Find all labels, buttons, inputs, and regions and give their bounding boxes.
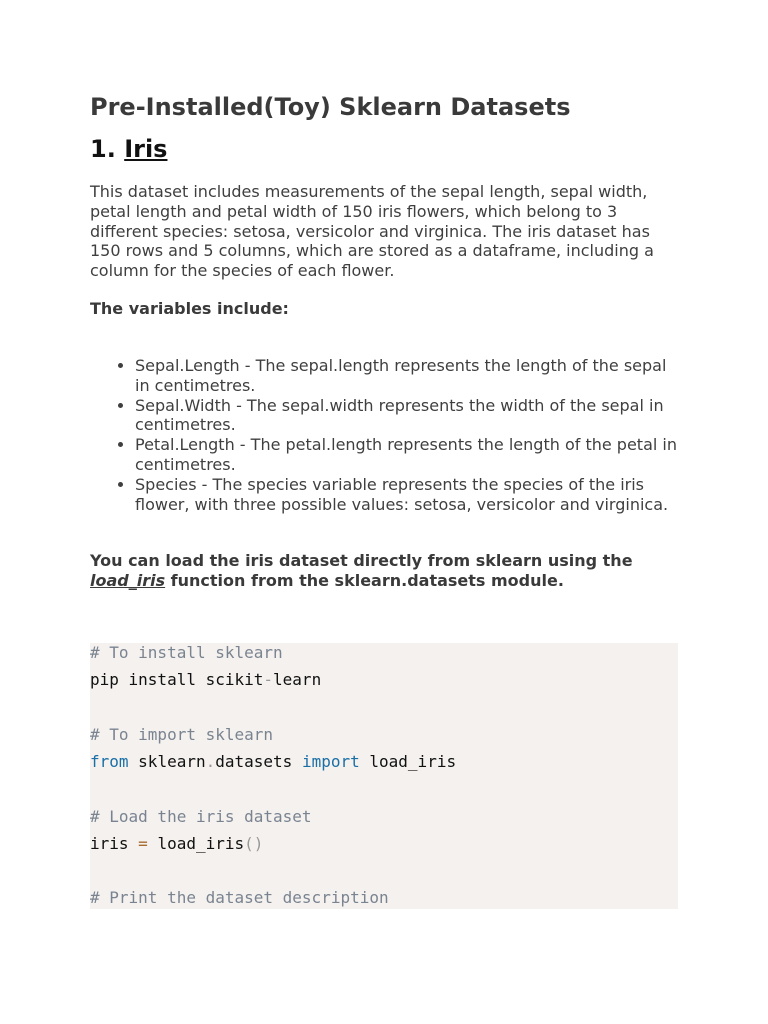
list-item: • Sepal.Length - The sepal.length represents the length of the sepal in centimetres. bbox=[135, 356, 680, 396]
list-item: • Species - The species variable represents the species of the iris flower, with three possible values: setosa, versicolor and virginica. bbox=[135, 475, 680, 515]
section-number: 1. bbox=[90, 135, 116, 163]
variables-heading: The variables include: bbox=[90, 298, 289, 318]
list-item: • Petal.Length - The petal.length represents the length of the petal in centimetres. bbox=[135, 435, 680, 475]
load-note-before: You can load the iris dataset directly from sklearn using the bbox=[90, 551, 633, 571]
code-load-line: iris = load_iris() bbox=[90, 834, 264, 853]
code-import-line: from sklearn.datasets import load_iris bbox=[90, 752, 457, 771]
code-comment-import: # To import sklearn bbox=[90, 725, 274, 744]
code-comment-load: # Load the iris dataset bbox=[90, 807, 312, 826]
code-block bbox=[90, 643, 678, 909]
list-item: • Sepal.Width - The sepal.width represents the width of the sepal in centimetres. bbox=[135, 396, 680, 436]
load-note-after: function from the sklearn.datasets module. bbox=[165, 571, 564, 591]
article-body bbox=[90, 90, 680, 591]
code-comment-print: # Print the dataset description bbox=[90, 888, 389, 907]
code-install-line: pip install scikit-learn bbox=[90, 670, 322, 689]
code-comment-install: # To install sklearn bbox=[90, 643, 283, 662]
section-heading bbox=[90, 132, 680, 166]
variables-list bbox=[90, 356, 680, 514]
function-name: load_iris bbox=[90, 571, 166, 591]
load-instruction bbox=[90, 551, 680, 591]
intro-paragraph: This dataset includes measurements of the sepal length, sepal width, petal length and petal width of 150 iris flowers, which belong to 3 different species: setosa, versicolor and virginica. The iris dataset has 150 rows and 5 columns, which are stored as a dataframe, including a column for the species of each flower. bbox=[90, 182, 654, 281]
iris-link[interactable]: Iris bbox=[124, 135, 168, 163]
page-title: Pre-Installed(Toy) Sklearn Datasets bbox=[90, 93, 571, 121]
